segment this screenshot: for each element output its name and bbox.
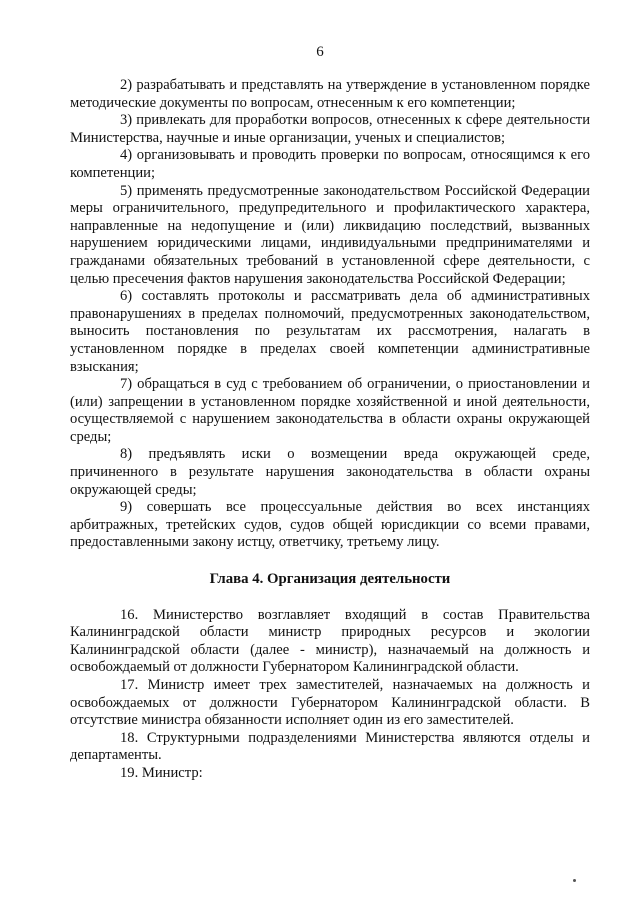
document-body xyxy=(70,77,590,783)
paragraph-clause-17: 17. Министр имеет трех заместителей, назначаемых на должность и освобождаемых от должности Губернатором Калининградской области. В отсутствие министра обязанности исполняет один из его заместителей. xyxy=(70,677,590,729)
paragraph-item-5: 5) применять предусмотренные законодательством Российской Федерации меры ограничительного, предупредительного и профилактического характера, направленные на недопущение и (или) ликвидацию последствий, вызванных нарушением юридическими лицами, индивидуальными предпринимателями и гражданами обязательных требований в установленной сфере деятельности, с целью пресечения фактов нарушения законодательства Российской Федерации; xyxy=(70,182,590,287)
paragraph-clause-16: 16. Министерство возглавляет входящий в состав Правительства Калининградской области министр природных ресурсов и экологии Калининградской области (далее - министр), назначаемый на должность и освобождаемый от должности Губернатором Калининградской области. xyxy=(70,606,590,676)
paragraph-item-6: 6) составлять протоколы и рассматривать дела об административных правонарушениях в пределах полномочий, предусмотренных законодательством, выносить постановления по результатам их рассмотрения, налагать в установленном порядке в пределах своей компетенции административные взыскания; xyxy=(70,288,590,375)
page-number: 6 xyxy=(316,44,324,60)
paragraph-clause-18: 18. Структурными подразделениями Министерства являются отделы и департаменты. xyxy=(70,729,590,764)
paragraph-item-9: 9) совершать все процессуальные действия во всех инстанциях арбитражных, третейских судов, судов общей юрисдикции со всеми правами, предоставленными закону истцу, ответчику, третьему лицу. xyxy=(70,499,590,551)
scan-speck xyxy=(573,879,576,882)
paragraph-item-3: 3) привлекать для проработки вопросов, отнесенных к сфере деятельности Министерства, научные и иные организации, ученых и специалистов; xyxy=(70,112,590,146)
paragraph-item-7: 7) обращаться в суд с требованием об ограничении, о приостановлении и (или) запрещении в установленном порядке хозяйственной и иной деятельности, осуществляемой с нарушением законодательства в области охраны окружающей среды; xyxy=(70,376,590,445)
paragraph-item-8: 8) предъявлять иски о возмещении вреда окружающей среде, причиненного в результате нарушения законодательства в области охраны окружающей среды; xyxy=(70,446,590,498)
paragraph-item-2: 2) разрабатывать и представлять на утверждение в установленном порядке методические документы по вопросам, отнесенным к его компетенции; xyxy=(70,77,590,111)
chapter-heading: Глава 4. Организация деятельности xyxy=(209,571,451,588)
paragraph-clause-19: 19. Министр: xyxy=(120,764,203,781)
paragraph-item-4: 4) организовывать и проводить проверки по вопросам, относящимся к его компетенции; xyxy=(70,147,590,181)
